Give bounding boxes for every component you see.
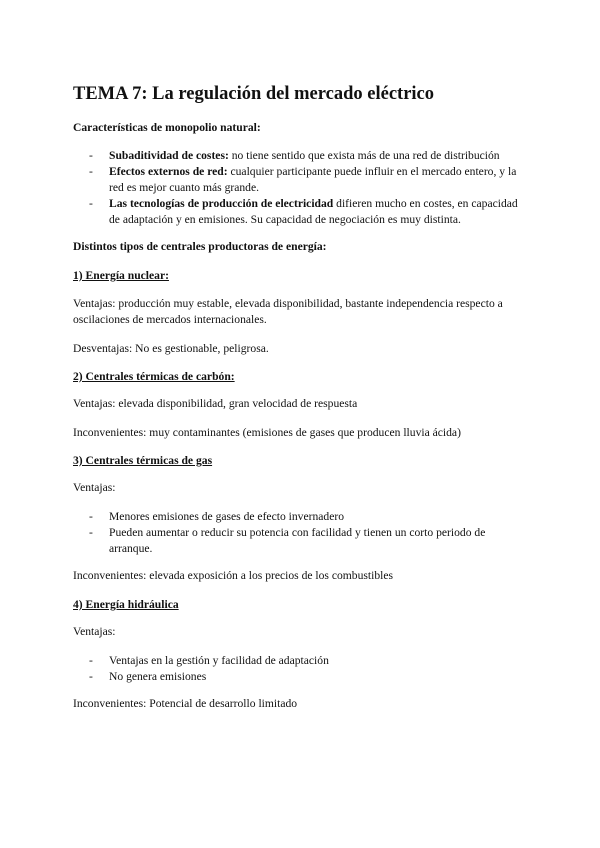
- nuclear-cons: Desventajas: No es gestionable, peligrosa.: [73, 342, 269, 355]
- coal-cons: Inconvenientes: muy contaminantes (emisiones de gases que producen lluvia ácida): [73, 426, 461, 439]
- bullet: -: [89, 149, 93, 162]
- bullet: -: [89, 197, 93, 210]
- definition: cualquier participante puede influir en el mercado entero, y la red es mejor cuanto más grande.: [109, 165, 517, 194]
- list-item: Menores emisiones de gases de efecto invernadero: [109, 510, 345, 523]
- gas-cons: Inconvenientes: elevada exposición a los precios de los combustibles: [73, 569, 394, 582]
- section-heading-gas: 3) Centrales térmicas de gas: [73, 454, 213, 467]
- definition: no tiene sentido que exista más de una red de distribución: [228, 149, 500, 162]
- section-heading-hydro: 4) Energía hidráulica: [73, 598, 179, 611]
- definition: difieren mucho en costes, en capacidad de adaptación y en emisiones. Su capacidad de negociación es muy distinta.: [109, 197, 518, 226]
- bullet: -: [89, 670, 93, 683]
- list-item: [109, 196, 529, 228]
- list-item: [109, 164, 529, 196]
- list-item: Pueden aumentar o reducir su potencia con facilidad y tienen un corto periodo de arranque.: [109, 526, 486, 555]
- hydro-pros-label: Ventajas:: [73, 625, 116, 638]
- page-title: TEMA 7: La regulación del mercado eléctrico: [73, 84, 435, 104]
- gas-pros-label: Ventajas:: [73, 481, 116, 494]
- list-item: Ventajas en la gestión y facilidad de adaptación: [109, 654, 329, 667]
- hydro-cons: Inconvenientes: Potencial de desarrollo limitado: [73, 697, 298, 710]
- nuclear-pros: Ventajas: producción muy estable, elevada disponibilidad, bastante independencia respecto a oscilaciones de mercados internacionales.: [73, 297, 503, 326]
- section-heading-nuclear: 1) Energía nuclear:: [73, 269, 169, 282]
- bullet: -: [89, 654, 93, 667]
- list-item: No genera emisiones: [109, 670, 207, 683]
- term: Las tecnologías de producción de electricidad: [109, 197, 334, 210]
- coal-pros: Ventajas: elevada disponibilidad, gran velocidad de respuesta: [73, 397, 358, 410]
- list-item: [109, 148, 529, 164]
- plants-heading: Distintos tipos de centrales productoras de energía:: [73, 240, 327, 253]
- bullet: -: [89, 165, 93, 178]
- term: Efectos externos de red:: [109, 165, 228, 178]
- section-heading-coal: 2) Centrales térmicas de carbón:: [73, 370, 235, 383]
- bullet: -: [89, 510, 93, 523]
- bullet: -: [89, 526, 93, 539]
- term: Subaditividad de costes:: [109, 149, 229, 162]
- monopoly-heading: Características de monopolio natural:: [73, 121, 261, 134]
